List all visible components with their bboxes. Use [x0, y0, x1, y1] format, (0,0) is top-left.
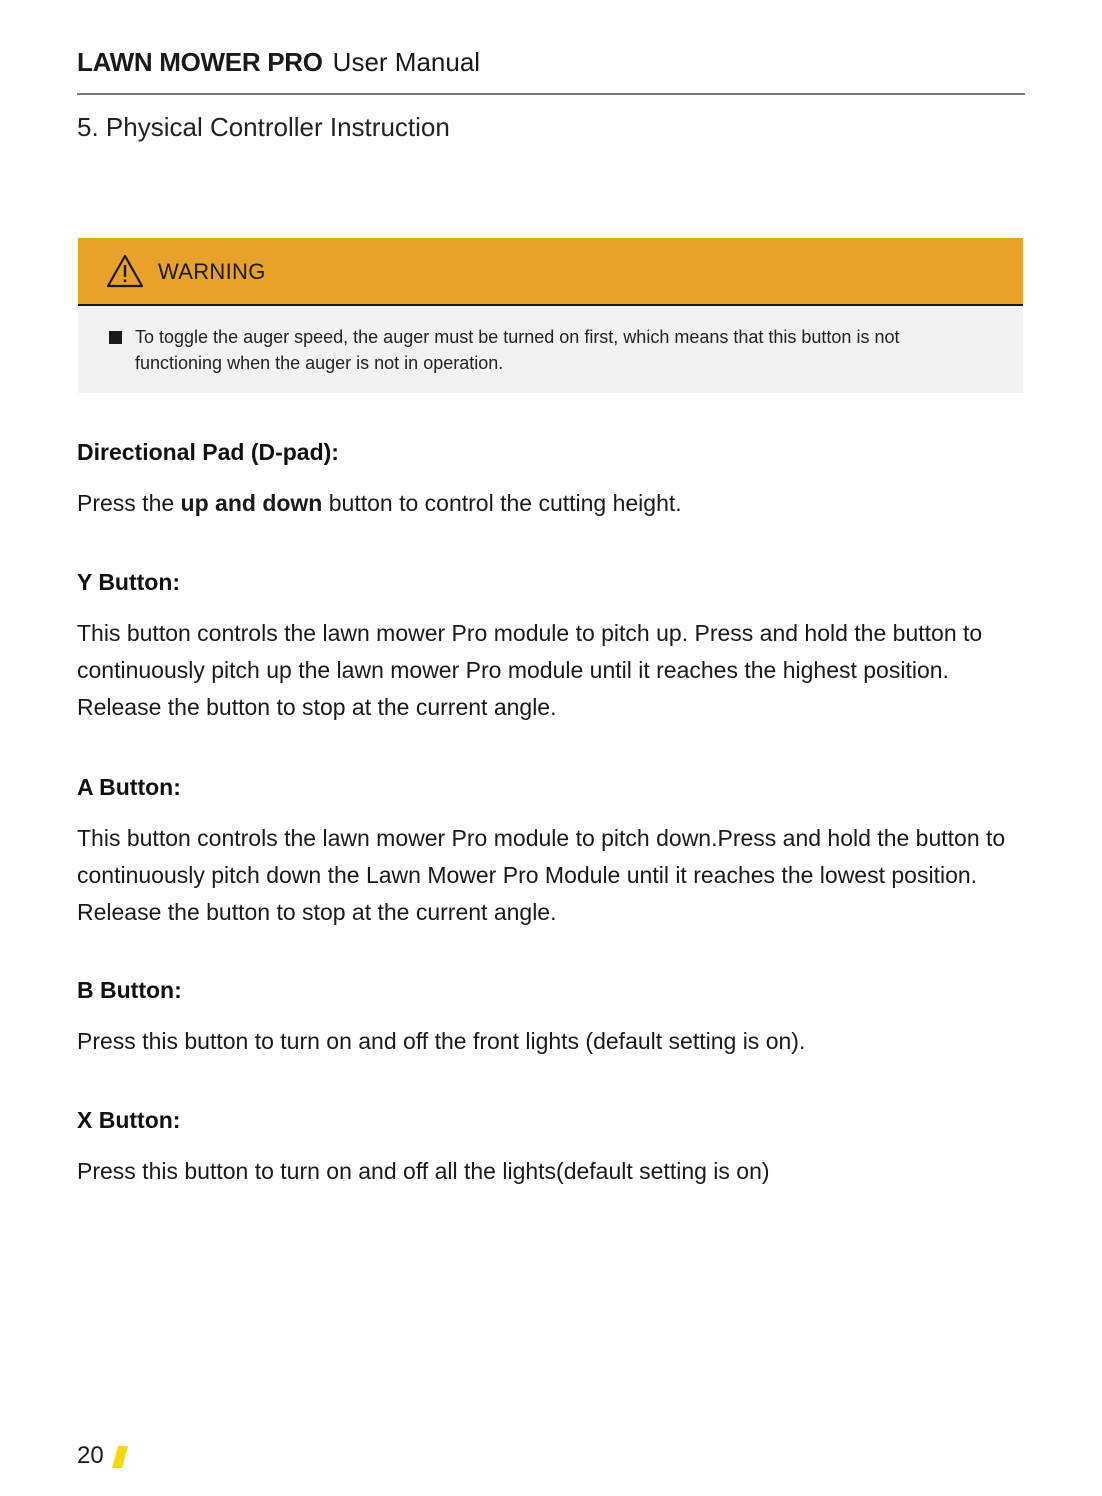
dpad-text-before: Press the [77, 490, 181, 516]
warning-text: To toggle the auger speed, the auger must be turned on first, which means that this button is not functioning when the auger is not in operation. [135, 327, 900, 373]
dpad-text-bold: up and down [180, 490, 323, 516]
warning-body [78, 306, 1023, 393]
dpad-section [77, 437, 1017, 522]
page-accent-mark [112, 1446, 128, 1468]
a-button-heading: A Button: [77, 774, 181, 800]
page-header [77, 44, 1025, 80]
b-button-heading: B Button: [77, 977, 182, 1003]
y-button-description: This button controls the lawn mower Pro module to pitch up. Press and hold the button to continuously pitch up the lawn mower Pro module until it reaches the highest position. Release the button to stop at the current angle. [77, 620, 983, 720]
y-button-section [77, 567, 1017, 726]
x-button-section [77, 1105, 1017, 1190]
page-number: 20 [77, 1442, 104, 1469]
a-button-section [77, 772, 1017, 931]
section-title: 5. Physical Controller Instruction [77, 112, 450, 142]
b-button-section [77, 975, 1017, 1060]
warning-triangle-icon [106, 254, 144, 288]
dpad-description [77, 485, 1017, 522]
x-button-heading: X Button: [77, 1107, 181, 1133]
a-button-description: This button controls the lawn mower Pro module to pitch down.Press and hold the button to continuously pitch down the Lawn Mower Pro Module until it reaches the lowest position. Release the button to stop at the current angle. [77, 825, 1006, 925]
header-divider [77, 93, 1025, 95]
dpad-text-after: button to control the cutting height. [322, 490, 682, 516]
warning-box [78, 238, 1023, 393]
x-button-description: Press this button to turn on and off all the lights(default setting is on) [77, 1158, 770, 1184]
bullet-square-icon [109, 331, 122, 344]
document-type: User Manual [332, 47, 481, 77]
warning-label: WARNING [158, 259, 266, 284]
b-button-description: Press this button to turn on and off the front lights (default setting is on). [77, 1028, 806, 1054]
y-button-heading: Y Button: [77, 569, 181, 595]
warning-header [78, 238, 1023, 306]
dpad-heading: Directional Pad (D-pad): [77, 439, 339, 465]
brand-name: LAWN MOWER PRO [77, 47, 323, 77]
